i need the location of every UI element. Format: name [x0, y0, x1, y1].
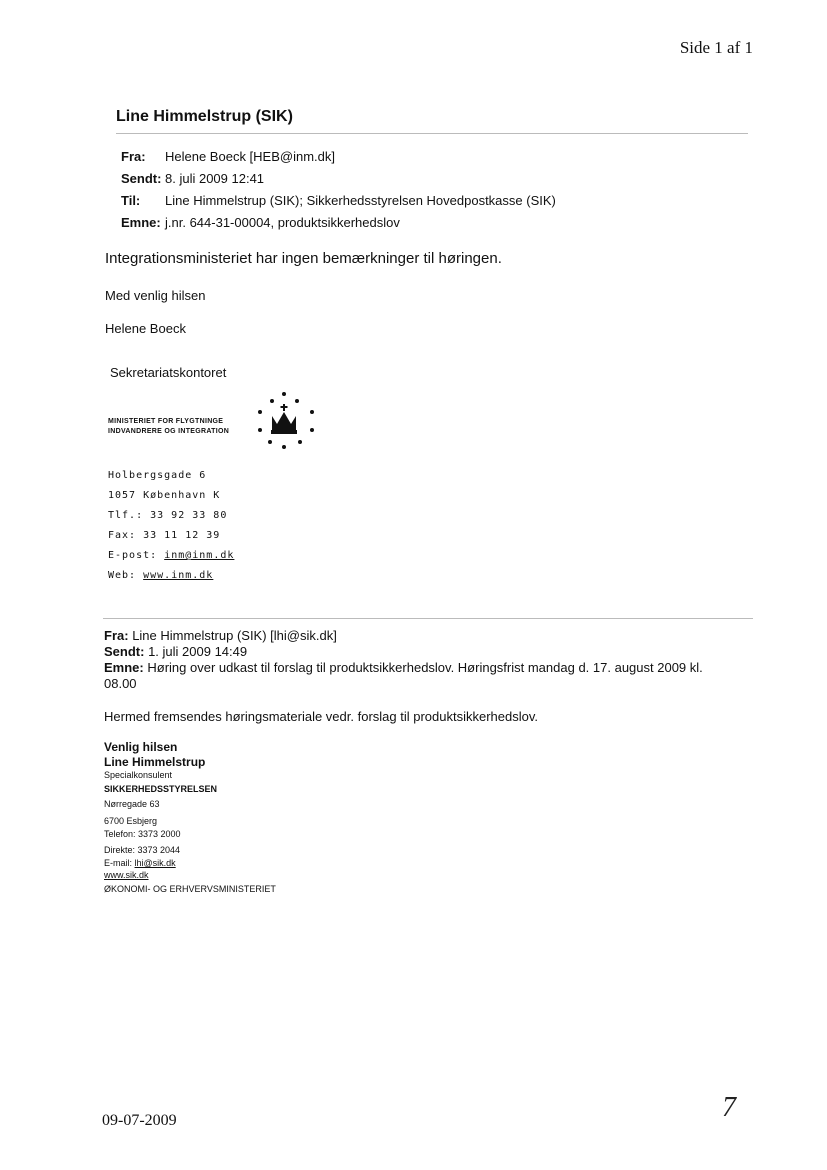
- to-value: Line Himmelstrup (SIK); Sikkerhedsstyrelsen Hovedpostkasse (SIK): [165, 193, 556, 208]
- sig-closing: Venlig hilsen: [104, 740, 178, 754]
- royal-crown-crest-icon: [254, 390, 326, 452]
- reply-office: Sekretariatskontoret: [110, 365, 227, 380]
- to-label: Til:: [121, 193, 141, 208]
- orig-from-label: Fra:: [104, 628, 129, 643]
- email-header-original: [104, 628, 703, 692]
- sig-direct: Direkte: 3373 2044: [104, 845, 181, 855]
- from-row: [121, 146, 556, 168]
- sig-email-row: [104, 857, 276, 869]
- sig-ministry: ØKONOMI- OG ERHVERVSMINISTERIET: [104, 884, 276, 894]
- mailbox-title: Line Himmelstrup (SIK): [116, 108, 293, 125]
- sent-row: [121, 168, 556, 190]
- sig-name: Line Himmelstrup: [104, 755, 206, 769]
- subject-row: [121, 212, 556, 234]
- web-label: Web:: [108, 570, 137, 581]
- page-number-header: Side 1 af 1: [679, 38, 753, 57]
- reply-address-block: [108, 466, 234, 586]
- address-email-row: [108, 546, 234, 566]
- orig-from-value: Line Himmelstrup (SIK) [lhi@sik.dk]: [132, 628, 337, 643]
- sig-web-text[interactable]: www.sik.dk: [104, 870, 149, 880]
- from-label: Fra:: [121, 149, 146, 164]
- orig-sent-label: Sendt:: [104, 644, 145, 659]
- orig-subject-continuation: 08.00: [104, 676, 137, 691]
- web-link[interactable]: www.inm.dk: [143, 570, 214, 581]
- logo-line-1: MINISTERIET FOR FLYGTNINGE: [108, 418, 224, 425]
- sig-city: 6700 Esbjerg: [104, 816, 158, 826]
- address-city: 1057 København K: [108, 490, 221, 501]
- sig-email-label: E-mail:: [104, 858, 133, 868]
- address-fax: Fax: 33 11 12 39: [108, 530, 221, 541]
- message-divider: [103, 618, 753, 619]
- sig-web-link[interactable]: [104, 869, 276, 881]
- sig-email-link[interactable]: lhi@sik.dk: [134, 858, 176, 868]
- reply-message: Integrationsministeriet har ingen bemærkninger til høringen.: [105, 250, 502, 267]
- title-divider: [116, 133, 748, 134]
- handwritten-page-mark: 7: [722, 1092, 736, 1123]
- subject-value: j.nr. 644-31-00004, produktsikkerhedslov: [165, 215, 400, 230]
- sig-street: Nørregade 63: [104, 799, 160, 809]
- orig-sent-row: [104, 644, 703, 660]
- email-header-reply: [121, 146, 556, 234]
- address-phone: Tlf.: 33 92 33 80: [108, 510, 228, 521]
- ministry-logo-text: [108, 417, 229, 437]
- orig-subject-row: [104, 660, 703, 676]
- orig-subject-value: Høring over udkast til forslag til produktsikkerhedslov. Høringsfrist mandag d. 17. august 2009 kl.: [147, 660, 703, 675]
- email-label: E-post:: [108, 550, 158, 561]
- sent-value: 8. juli 2009 12:41: [165, 171, 265, 186]
- subject-label: Emne:: [121, 215, 161, 230]
- orig-from-row: [104, 628, 703, 644]
- reply-sender-name: Helene Boeck: [105, 321, 186, 336]
- reply-closing: Med venlig hilsen: [105, 288, 206, 303]
- to-row: [121, 190, 556, 212]
- orig-subject-label: Emne:: [104, 660, 144, 675]
- sig-phone: Telefon: 3373 2000: [104, 829, 181, 839]
- sig-org: SIKKERHEDSSTYRELSEN: [104, 784, 218, 794]
- orig-sent-value: 1. juli 2009 14:49: [148, 644, 248, 659]
- address-web-row: [108, 566, 234, 586]
- sent-label: Sendt:: [121, 171, 162, 186]
- logo-line-2: INDVANDRERE OG INTEGRATION: [108, 428, 230, 435]
- from-value: Helene Boeck [HEB@inm.dk]: [165, 149, 335, 164]
- email-link[interactable]: inm@inm.dk: [164, 550, 235, 561]
- footer-date: 09-07-2009: [102, 1112, 177, 1129]
- sig-role: Specialkonsulent: [104, 770, 173, 780]
- address-street: Holbergsgade 6: [108, 470, 207, 481]
- original-signature: [104, 740, 276, 897]
- original-message: Hermed fremsendes høringsmateriale vedr. forslag til produktsikkerhedslov.: [104, 709, 538, 724]
